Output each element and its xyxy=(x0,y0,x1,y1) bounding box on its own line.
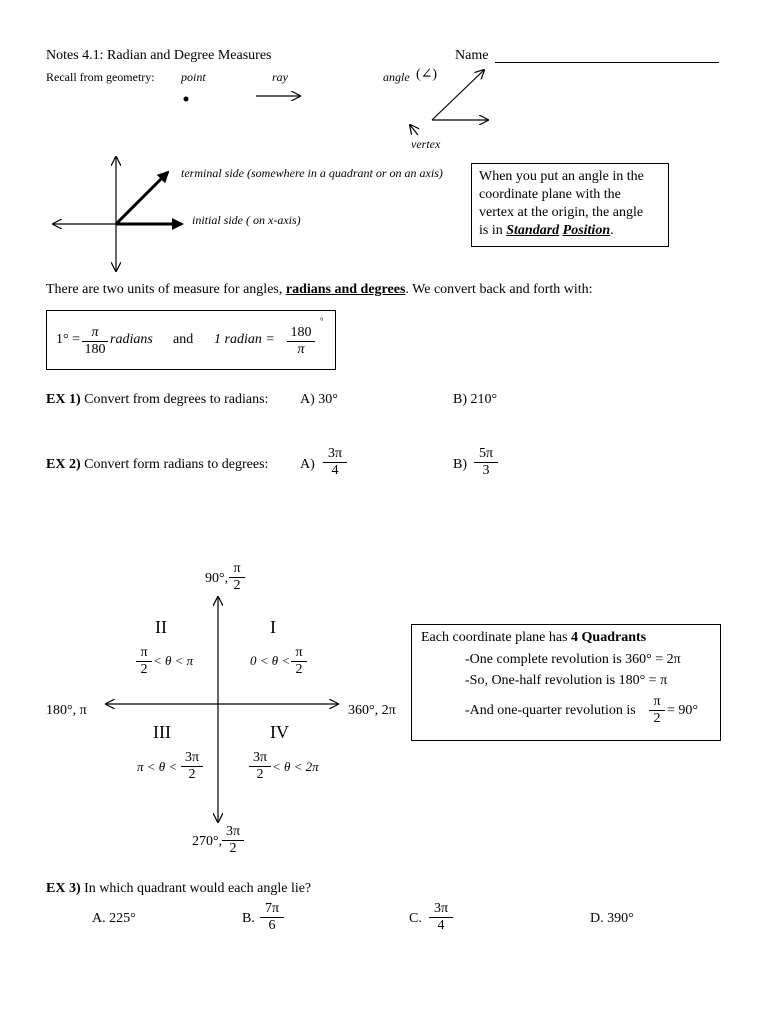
recall-label: Recall from geometry: xyxy=(46,70,155,84)
ex2-a-label: A) xyxy=(300,457,315,472)
axis-bottom-prefix: 270°, xyxy=(192,834,223,849)
q4-range-fraction: $\frac{3\pi}{2}$ xyxy=(249,750,271,783)
units-intro: There are two units of measure for angles, radians and degrees. We convert back and forth with: xyxy=(46,282,593,297)
qbox-line2: -One complete revolution is 360° = 2π xyxy=(465,652,681,667)
sp-box-line1: When you put an angle in the xyxy=(479,169,644,184)
ex3-c-label: C. xyxy=(409,911,422,926)
terminal-side-label: terminal side (somewhere in a quadrant or on an axis) xyxy=(181,166,443,180)
q1-range-pre: 0 < θ < xyxy=(250,653,291,668)
axis-right-label: 360°, 2π xyxy=(348,703,396,718)
angle-symbol: (∠) xyxy=(416,67,438,82)
ex1-b: B) 210° xyxy=(453,392,498,407)
formula-radians: radians xyxy=(110,332,153,347)
page-title: Notes 4.1: Radian and Degree Measures xyxy=(46,48,272,63)
axis-top-fraction: $\frac{\pi}{2}$ xyxy=(229,561,245,594)
axis-left-label: 180°, π xyxy=(46,703,87,718)
quadrant-i-label: I xyxy=(270,617,276,637)
point-dot xyxy=(184,97,189,102)
ex3-d: D. 390° xyxy=(590,911,634,926)
angle-side-1 xyxy=(432,70,484,120)
units-bold: radians and degrees xyxy=(285,282,406,297)
qbox-line3: -So, One-half revolution is 180° = π xyxy=(465,673,668,688)
vertex-label: vertex xyxy=(411,137,441,151)
ex2-a-fraction: $\frac{3\pi}{4}$ xyxy=(323,446,347,479)
q2-range-post: < θ < π xyxy=(153,653,194,668)
ex3-a: A. 225° xyxy=(92,911,136,926)
ex2-b-fraction: $\frac{5\pi}{3}$ xyxy=(474,446,498,479)
formula-fraction-180-pi: $\frac{180}{\pi}$ xyxy=(287,325,315,358)
sp-box-line2: coordinate plane with the xyxy=(479,187,621,202)
standard-position-box xyxy=(471,163,669,247)
formula-fraction-pi-180: $\frac{\pi}{180}$ xyxy=(82,325,108,358)
axis-top-prefix: 90°, xyxy=(205,571,229,586)
qbox-line4-pre: -And one-quarter revolution is xyxy=(465,703,636,718)
q2-range-fraction: $\frac{\pi}{2}$ xyxy=(136,645,152,678)
sp-box-line4: is in Standard Position. xyxy=(479,223,614,238)
axis-bottom-fraction: $\frac{3\pi}{2}$ xyxy=(222,824,244,857)
ex2-line: EX 2) Convert form radians to degrees: xyxy=(46,457,269,472)
q3-range-pre: π < θ < xyxy=(137,759,178,774)
qbox-line1: Each coordinate plane has 4 Quadrants xyxy=(421,630,647,645)
terminal-side-arrow xyxy=(116,172,168,224)
ex3-b-fraction: $\frac{7\pi}{6}$ xyxy=(260,901,284,934)
qbox-line4-post: = 90° xyxy=(667,703,698,718)
ex1-a: A) 30° xyxy=(300,392,338,407)
position-word: Position xyxy=(562,223,611,238)
quadrant-iii-label: III xyxy=(153,722,171,742)
ex1-line: EX 1) Convert from degrees to radians: xyxy=(46,392,269,407)
quadrant-ii-label: II xyxy=(155,617,167,637)
ray-label: ray xyxy=(272,70,288,84)
formula-degree-mark: ° xyxy=(320,316,324,326)
formula-and: and xyxy=(173,332,194,347)
q1-range-fraction: $\frac{\pi}{2}$ xyxy=(291,645,307,678)
qbox-line4-fraction: $\frac{\pi}{2}$ xyxy=(649,694,665,727)
name-label: Name xyxy=(455,48,489,63)
q3-range-fraction: $\frac{3\pi}{2}$ xyxy=(181,750,203,783)
sp-box-line3: vertex at the origin, the angle xyxy=(479,205,644,220)
angle-label: angle xyxy=(383,70,410,84)
point-label: point xyxy=(181,70,206,84)
ex3-c-fraction: $\frac{3\pi}{4}$ xyxy=(429,901,453,934)
vertex-pointer xyxy=(410,125,418,135)
quadrant-iv-label: IV xyxy=(270,722,289,742)
initial-side-label: initial side ( on x-axis) xyxy=(192,213,301,227)
standard-word: Standard xyxy=(506,223,560,238)
ex2-b-label: B) xyxy=(453,457,467,472)
ex3-b-label: B. xyxy=(242,911,255,926)
formula-left: 1° = xyxy=(56,332,80,347)
q4-range-post: < θ < 2π xyxy=(272,759,319,774)
ex3-line: EX 3) In which quadrant would each angle lie? xyxy=(46,881,312,896)
formula-right: 1 radian = xyxy=(214,332,275,347)
